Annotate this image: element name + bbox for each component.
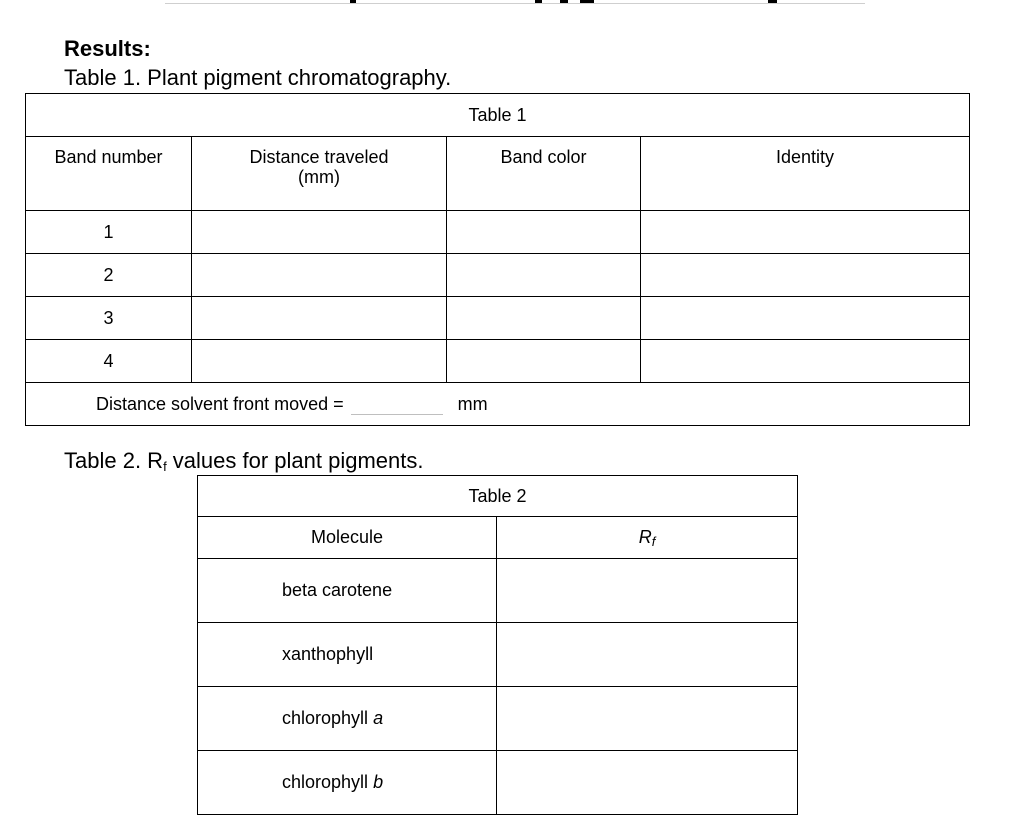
band-color-input-cell[interactable] (447, 340, 641, 383)
solvent-front-unit: mm (457, 393, 488, 414)
table-row (198, 751, 798, 815)
molecule-name-text: chlorophyll (282, 772, 369, 792)
table1-title: Table 1 (26, 94, 970, 137)
table2-caption-suffix: values for plant pigments. (166, 448, 424, 473)
rf-input-cell[interactable] (497, 559, 798, 623)
header-molecule: Molecule (198, 517, 497, 559)
table2-title: Table 2 (198, 476, 798, 517)
rf-input-cell[interactable] (497, 751, 798, 815)
pigment-chromatography-table (25, 93, 970, 426)
band-color-input-cell[interactable] (447, 211, 641, 254)
table-row (198, 559, 798, 623)
cropped-text-fragment (535, 0, 542, 3)
rf-input-cell[interactable] (497, 687, 798, 751)
identity-input-cell[interactable] (641, 340, 970, 383)
rf-input-cell[interactable] (497, 623, 798, 687)
solvent-front-row (26, 383, 970, 426)
solvent-front-label: Distance solvent front moved = (96, 393, 344, 414)
distance-input-cell[interactable] (192, 211, 447, 254)
band-number-cell: 3 (26, 297, 192, 340)
top-divider-line (165, 3, 865, 4)
table-row (26, 211, 970, 254)
header-band-number: Band number (26, 137, 192, 211)
band-number-cell: 4 (26, 340, 192, 383)
rf-values-table (197, 475, 798, 815)
table-row (198, 623, 798, 687)
molecule-variant-letter: a (373, 708, 384, 728)
molecule-name (198, 687, 497, 751)
table-row (26, 340, 970, 383)
molecule-name (198, 751, 497, 815)
table-row (26, 297, 970, 340)
band-number-cell: 2 (26, 254, 192, 297)
cropped-text-fragment (560, 0, 568, 3)
header-distance-label: Distance traveled (249, 147, 389, 167)
distance-input-cell[interactable] (192, 254, 447, 297)
cropped-text-fragment (350, 0, 356, 3)
table2-caption-prefix: Table 2. R (64, 448, 164, 473)
table-row (198, 687, 798, 751)
distance-input-cell[interactable] (192, 340, 447, 383)
results-heading: Results: (64, 36, 151, 61)
molecule-name: xanthophyll (198, 623, 497, 687)
band-color-input-cell[interactable] (447, 297, 641, 340)
molecule-name: beta carotene (198, 559, 497, 623)
header-rf (497, 517, 798, 559)
cropped-text-fragment (768, 0, 777, 3)
cropped-text-fragment (580, 0, 594, 3)
identity-input-cell[interactable] (641, 211, 970, 254)
header-rf-main: R (638, 526, 652, 547)
table2-caption-subscript: f (163, 459, 167, 474)
header-distance-unit: (mm) (298, 167, 340, 187)
table-row (26, 254, 970, 297)
band-number-cell: 1 (26, 211, 192, 254)
identity-input-cell[interactable] (641, 254, 970, 297)
identity-input-cell[interactable] (641, 297, 970, 340)
band-color-input-cell[interactable] (447, 254, 641, 297)
solvent-front-distance-input[interactable] (351, 394, 443, 415)
header-distance-traveled (192, 137, 447, 211)
molecule-name-text: chlorophyll (282, 708, 369, 728)
distance-input-cell[interactable] (192, 297, 447, 340)
header-identity: Identity (641, 137, 970, 211)
table1-caption: Table 1. Plant pigment chromatography. (64, 65, 452, 90)
header-band-color: Band color (447, 137, 641, 211)
header-rf-subscript: f (651, 533, 656, 549)
molecule-variant-letter: b (373, 772, 384, 792)
